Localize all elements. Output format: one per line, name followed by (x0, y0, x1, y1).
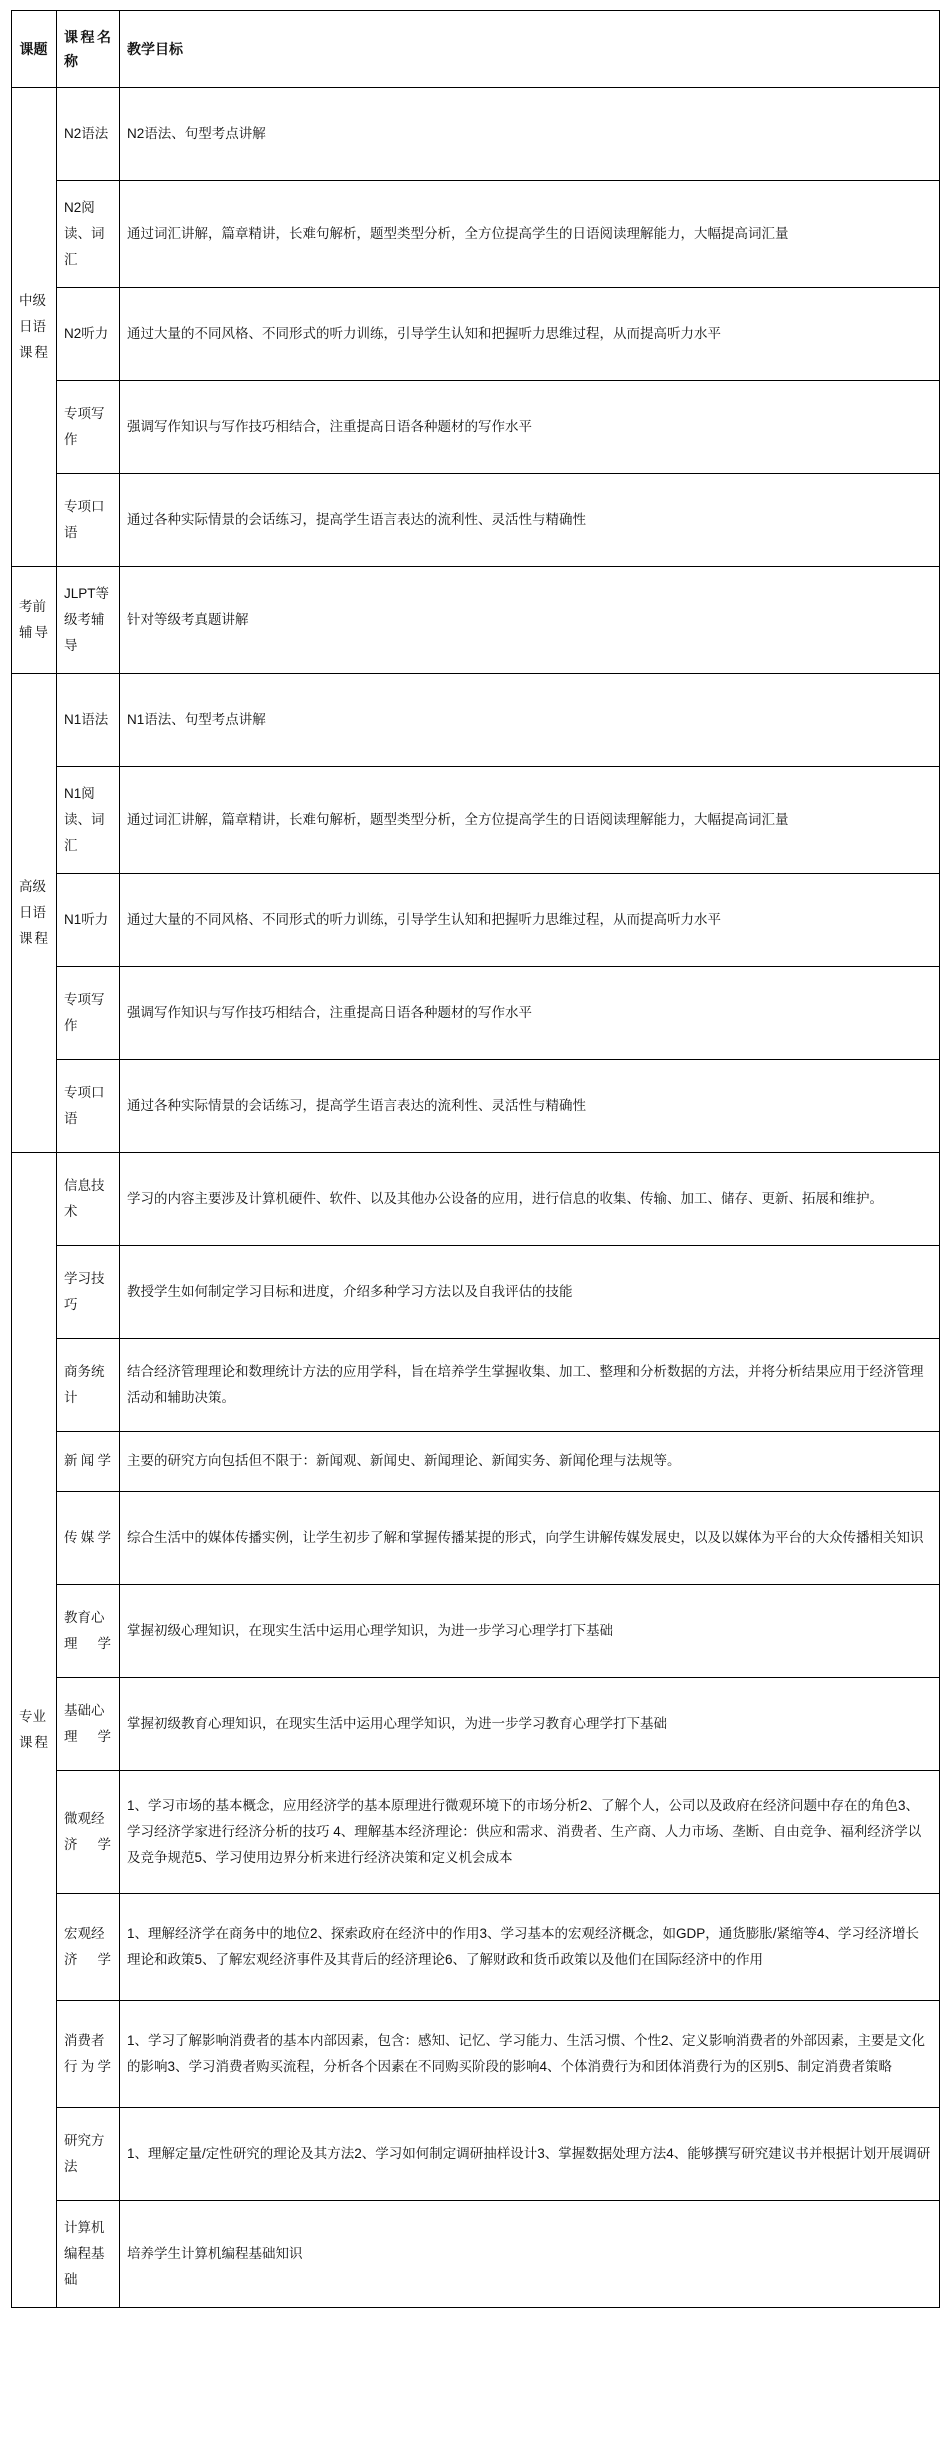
teaching-goal-cell: 综合生活中的媒体传播实例，让学生初步了解和掌握传播某提的形式，向学生讲解传媒发展史，以及以媒体为平台的大众传播相关知识 (120, 1492, 940, 1585)
course-name-cell: 专项写作 (57, 381, 120, 474)
teaching-goal-cell: 通过词汇讲解，篇章精讲，长难句解析，题型类型分析，全方位提高学生的日语阅读理解能力，大幅提高词汇量 (120, 767, 940, 874)
table-row (12, 288, 940, 381)
course-name-cell: 消费者行为学 (57, 2001, 120, 2108)
table-row (12, 1060, 940, 1153)
course-name-cell: 微观经济学 (57, 1771, 120, 1894)
course-name-cell: N2语法 (57, 88, 120, 181)
course-name-cell: 计算机编程基础 (57, 2201, 120, 2308)
course-name-cell: 学习技巧 (57, 1246, 120, 1339)
table-row (12, 1771, 940, 1894)
teaching-goal-cell: N2语法、句型考点讲解 (120, 88, 940, 181)
course-name-cell: N2听力 (57, 288, 120, 381)
course-name-cell: 专项口语 (57, 474, 120, 567)
table-row (12, 567, 940, 674)
teaching-goal-cell: 1、理解定量/定性研究的理论及其方法2、学习如何制定调研抽样设计3、掌握数据处理方法4、能够撰写研究建议书并根据计划开展调研 (120, 2108, 940, 2201)
teaching-goal-cell: 强调写作知识与写作技巧相结合，注重提高日语各种题材的写作水平 (120, 381, 940, 474)
course-name-cell: 传媒学 (57, 1492, 120, 1585)
teaching-goal-cell: 通过各种实际情景的会话练习，提高学生语言表达的流利性、灵活性与精确性 (120, 1060, 940, 1153)
table-row (12, 1678, 940, 1771)
teaching-goal-cell: 主要的研究方向包括但不限于：新闻观、新闻史、新闻理论、新闻实务、新闻伦理与法规等。 (120, 1432, 940, 1492)
course-name-cell: N1语法 (57, 674, 120, 767)
teaching-goal-cell: 培养学生计算机编程基础知识 (120, 2201, 940, 2308)
course-name-cell: JLPT等级考辅导 (57, 567, 120, 674)
course-name-cell: N1听力 (57, 874, 120, 967)
topic-cell: 高级日语课程 (12, 674, 57, 1153)
table-row (12, 1585, 940, 1678)
table-row (12, 874, 940, 967)
column-header-teaching-goal: 教学目标 (120, 11, 940, 88)
course-syllabus-table (11, 10, 940, 2308)
teaching-goal-cell: 教授学生如何制定学习目标和进度，介绍多种学习方法以及自我评估的技能 (120, 1246, 940, 1339)
topic-cell: 中级日语课程 (12, 88, 57, 567)
table-body (12, 88, 940, 2308)
teaching-goal-cell: 通过词汇讲解，篇章精讲，长难句解析，题型类型分析，全方位提高学生的日语阅读理解能力，大幅提高词汇量 (120, 181, 940, 288)
table-row (12, 181, 940, 288)
teaching-goal-cell: 学习的内容主要涉及计算机硬件、软件、以及其他办公设备的应用，进行信息的收集、传输、加工、储存、更新、拓展和维护。 (120, 1153, 940, 1246)
table-row (12, 381, 940, 474)
table-row (12, 767, 940, 874)
table-row (12, 2201, 940, 2308)
course-name-cell: 研究方法 (57, 2108, 120, 2201)
table-row (12, 1432, 940, 1492)
course-name-cell: 宏观经济学 (57, 1894, 120, 2001)
table-row (12, 967, 940, 1060)
table-row (12, 1246, 940, 1339)
teaching-goal-cell: 通过大量的不同风格、不同形式的听力训练，引导学生认知和把握听力思维过程，从而提高听力水平 (120, 288, 940, 381)
table-row (12, 2001, 940, 2108)
table-row (12, 88, 940, 181)
teaching-goal-cell: 掌握初级心理知识，在现实生活中运用心理学知识，为进一步学习心理学打下基础 (120, 1585, 940, 1678)
course-name-cell: 专项口语 (57, 1060, 120, 1153)
course-name-cell: 商务统计 (57, 1339, 120, 1432)
table-header-row (12, 11, 940, 88)
table-header (12, 11, 940, 88)
topic-cell: 考前辅导 (12, 567, 57, 674)
table-row (12, 1339, 940, 1432)
course-name-cell: N1阅读、词汇 (57, 767, 120, 874)
teaching-goal-cell: 针对等级考真题讲解 (120, 567, 940, 674)
topic-cell: 专业课程 (12, 1153, 57, 2308)
course-name-cell: N2阅读、词汇 (57, 181, 120, 288)
course-name-cell: 新闻学 (57, 1432, 120, 1492)
teaching-goal-cell: 强调写作知识与写作技巧相结合，注重提高日语各种题材的写作水平 (120, 967, 940, 1060)
table-row (12, 1894, 940, 2001)
course-name-cell: 基础心理学 (57, 1678, 120, 1771)
table-row (12, 1153, 940, 1246)
teaching-goal-cell: N1语法、句型考点讲解 (120, 674, 940, 767)
course-name-cell: 信息技术 (57, 1153, 120, 1246)
table-row (12, 2108, 940, 2201)
course-name-cell: 专项写作 (57, 967, 120, 1060)
column-header-course-name: 课程名称 (57, 11, 120, 88)
teaching-goal-cell: 1、学习了解影响消费者的基本内部因素，包含：感知、记忆、学习能力、生活习惯、个性2、定义影响消费者的外部因素，主要是文化的影响3、学习消费者购买流程，分析各个因素在不同购买阶段的影响4、个体消费行为和团体消费行为的区别5、制定消费者策略 (120, 2001, 940, 2108)
teaching-goal-cell: 通过大量的不同风格、不同形式的听力训练，引导学生认知和把握听力思维过程，从而提高听力水平 (120, 874, 940, 967)
course-name-cell: 教育心理学 (57, 1585, 120, 1678)
teaching-goal-cell: 掌握初级教育心理知识，在现实生活中运用心理学知识，为进一步学习教育心理学打下基础 (120, 1678, 940, 1771)
table-row (12, 1492, 940, 1585)
table-row (12, 674, 940, 767)
teaching-goal-cell: 结合经济管理理论和数理统计方法的应用学科，旨在培养学生掌握收集、加工、整理和分析数据的方法，并将分析结果应用于经济管理活动和辅助决策。 (120, 1339, 940, 1432)
table-row (12, 474, 940, 567)
teaching-goal-cell: 1、理解经济学在商务中的地位2、探索政府在经济中的作用3、学习基本的宏观经济概念，如GDP，通货膨胀/紧缩等4、学习经济增长理论和政策5、了解宏观经济事件及其背后的经济理论6、了解财政和货币政策以及他们在国际经济中的作用 (120, 1894, 940, 2001)
teaching-goal-cell: 通过各种实际情景的会话练习，提高学生语言表达的流利性、灵活性与精确性 (120, 474, 940, 567)
column-header-topic: 课题 (12, 11, 57, 88)
teaching-goal-cell: 1、学习市场的基本概念，应用经济学的基本原理进行微观环境下的市场分析2、了解个人，公司以及政府在经济问题中存在的角色3、学习经济学家进行经济分析的技巧 4、理解基本经济理论：供应和需求、消费者、生产商、人力市场、垄断、自由竞争、福利经济学以及竞争规范5、学习使用边界分析来进行经济决策和定义机会成本 (120, 1771, 940, 1894)
